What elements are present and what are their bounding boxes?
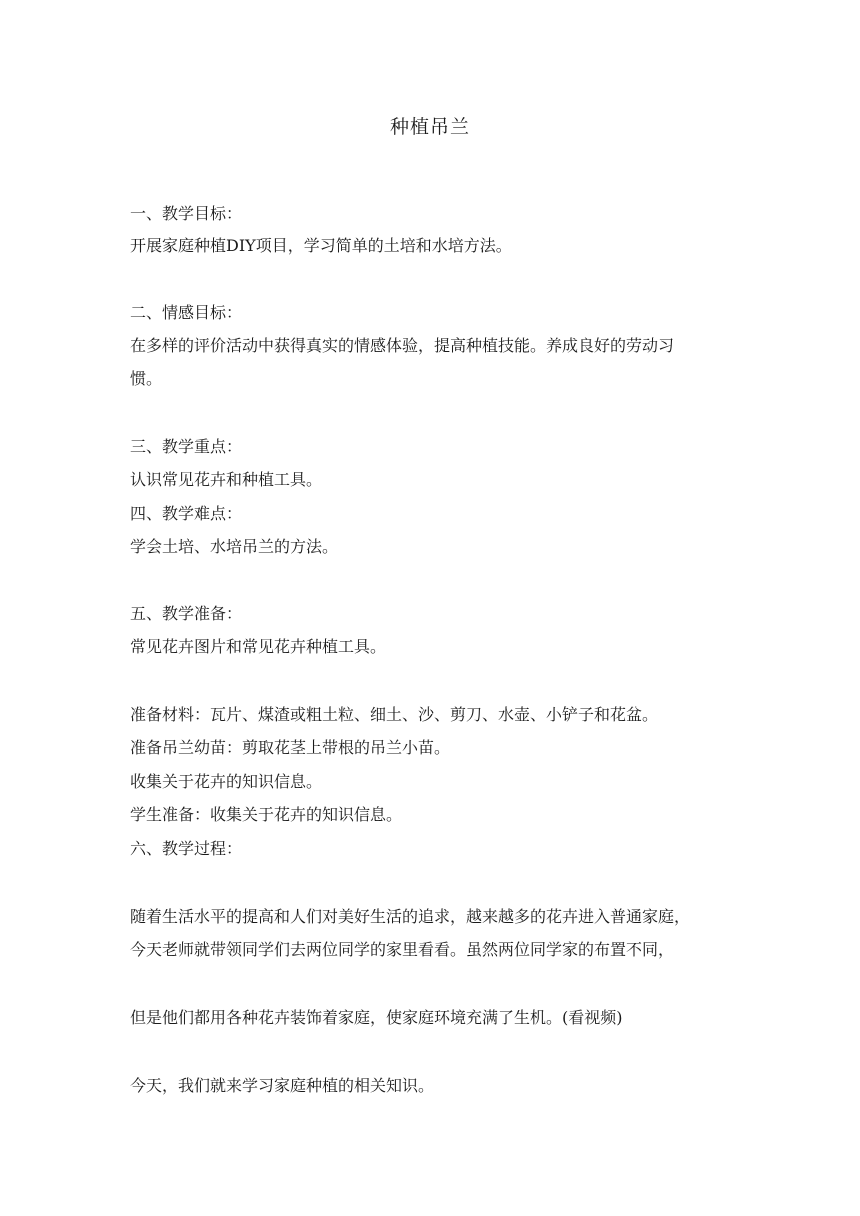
document-title: 种植吊兰 bbox=[389, 116, 470, 138]
paragraph-line: 学会土培、水培吊兰的方法。 bbox=[130, 537, 339, 556]
section-heading-preparation: 五、教学准备： bbox=[130, 604, 243, 623]
paragraph-line: 但是他们都用各种花卉装饰着家庭，使家庭环境充满了生机。(看视频) bbox=[130, 1008, 623, 1027]
paragraph-line: 准备吊兰幼苗：剪取花茎上带根的吊兰小苗。 bbox=[130, 738, 451, 757]
section-heading-key-points: 三、教学重点： bbox=[130, 437, 243, 456]
paragraph-line: 今天，我们就来学习家庭种植的相关知识。 bbox=[130, 1076, 435, 1095]
paragraph-line: 收集关于花卉的知识信息。 bbox=[130, 772, 323, 791]
paragraph-line: 随着生活水平的提高和人们对美好生活的追求，越来越多的花卉进入普通家庭， bbox=[130, 907, 691, 926]
paragraph-line: 学生准备：收集关于花卉的知识信息。 bbox=[130, 805, 403, 824]
paragraph-line: 惯。 bbox=[130, 369, 163, 388]
paragraph-line: 今天老师就带领同学们去两位同学的家里看看。虽然两位同学家的布置不同， bbox=[130, 940, 675, 959]
paragraph-line: 开展家庭种植DIY项目，学习简单的土培和水培方法。 bbox=[130, 236, 512, 255]
paragraph-line: 在多样的评价活动中获得真实的情感体验，提高种植技能。养成良好的劳动习 bbox=[130, 336, 675, 355]
section-heading-teaching-process: 六、教学过程： bbox=[130, 839, 243, 858]
section-heading-emotional-goals: 二、情感目标： bbox=[130, 303, 243, 322]
paragraph-line: 认识常见花卉和种植工具。 bbox=[130, 470, 323, 489]
section-heading-teaching-goals: 一、教学目标： bbox=[130, 204, 243, 223]
section-heading-difficulties: 四、教学难点： bbox=[130, 504, 243, 523]
paragraph-line: 准备材料：瓦片、煤渣或粗土粒、细土、沙、剪刀、水壶、小铲子和花盆。 bbox=[130, 705, 659, 724]
paragraph-line: 常见花卉图片和常见花卉种植工具。 bbox=[130, 637, 387, 656]
